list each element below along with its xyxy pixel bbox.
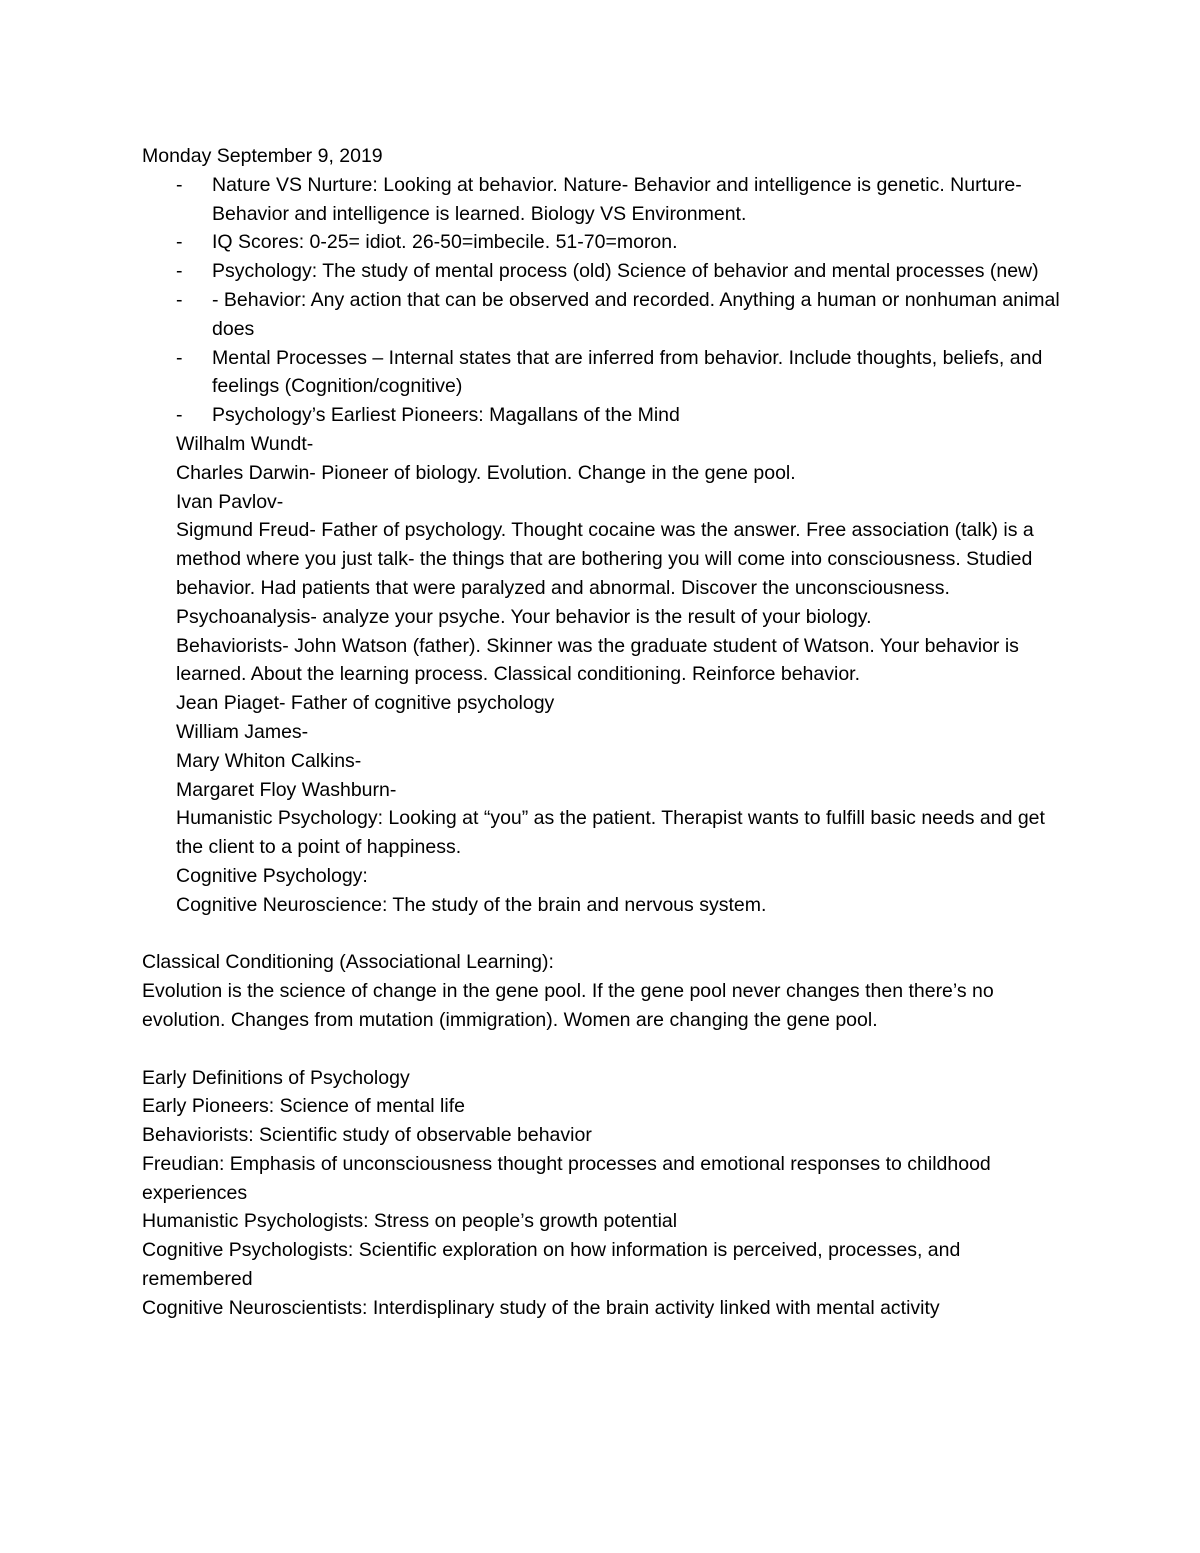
bullet-dash: -: [176, 260, 183, 283]
definition-item: Cognitive Neuroscientists: Interdisplinary study of the brain activity linked with mental activity: [142, 1296, 940, 1319]
definition-item: Cognitive Psychologists: Scientific exploration on how information is perceived, processes, and remembered: [142, 1239, 961, 1291]
pioneer-entry: Wilhalm Wundt-: [176, 432, 314, 455]
bullet-item: - Mental Processes – Internal states that are inferred from behavior. Include thoughts, beliefs, and feelings (Cognition/cognitive): [142, 344, 1062, 402]
bullet-dash: -: [176, 346, 183, 369]
definition-item: Early Pioneers: Science of mental life: [142, 1095, 465, 1118]
pioneers-list: [142, 430, 1062, 920]
definition-item: Behaviorists: Scientific study of observable behavior: [142, 1124, 592, 1147]
definition-item: Freudian: Emphasis of unconsciousness thought processes and emotional responses to childhood experiences: [142, 1152, 991, 1204]
blank-line: [142, 1035, 1062, 1064]
pioneer-entry: Behaviorists- John Watson (father). Skinner was the graduate student of Watson. Your behavior is learned. About the learning process. Classical conditioning. Reinforce behavior.: [176, 634, 1019, 686]
pioneer-entry: Mary Whiton Calkins-: [176, 749, 362, 772]
pioneer-entry: Sigmund Freud- Father of psychology. Thought cocaine was the answer. Free association (talk) is a method where you just talk- the things that are bothering you will come into consciousness. Studied behavior. Had patients that were paralyzed and abnormal. Discover the unconsciousness. Psychoanalysis- analyze your psyche. Your behavior is the result of your biology.: [176, 519, 1034, 628]
document-body: [142, 142, 1062, 1323]
bullet-item: - Psychology’s Earliest Pioneers: Magallans of the Mind: [142, 401, 1062, 430]
bullet-item: - - Behavior: Any action that can be observed and recorded. Anything a human or nonhuman animal does: [142, 286, 1062, 344]
blank-line: [142, 920, 1062, 949]
definition-item: Humanistic Psychologists: Stress on people’s growth potential: [142, 1210, 678, 1233]
pioneer-entry: William James-: [176, 720, 309, 743]
pioneer-entry: Jean Piaget- Father of cognitive psychology: [176, 692, 555, 715]
notes-bullet-list: [142, 171, 1062, 430]
bullet-dash: -: [176, 173, 183, 196]
bullet-dash: -: [176, 404, 183, 427]
bullet-item: - IQ Scores: 0-25= idiot. 26-50=imbecile. 51-70=moron.: [142, 228, 1062, 257]
bullet-item: - Nature VS Nurture: Looking at behavior. Nature- Behavior and intelligence is genetic. Nurture- Behavior and intelligence is learned. Biology VS Environment.: [142, 171, 1062, 229]
bullet-dash: -: [176, 288, 183, 311]
pioneer-entry: Charles Darwin- Pioneer of biology. Evolution. Change in the gene pool.: [176, 461, 796, 484]
pioneer-entry: Humanistic Psychology: Looking at “you” as the patient. Therapist wants to fulfill basic needs and get the client to a point of happiness.: [176, 807, 1045, 859]
pioneer-entry: Ivan Pavlov-: [176, 490, 284, 513]
pioneer-entry: Cognitive Neuroscience: The study of the brain and nervous system.: [176, 893, 767, 916]
date-heading: Monday September 9, 2019: [142, 145, 383, 167]
definitions-heading: Early Definitions of Psychology: [142, 1066, 410, 1089]
pioneer-entry: Cognitive Psychology:: [176, 864, 368, 887]
bullet-item: - Psychology: The study of mental process (old) Science of behavior and mental processes (new): [142, 257, 1062, 286]
classical-conditioning-body: Evolution is the science of change in the gene pool. If the gene pool never changes then there’s no evolution. Changes from mutation (immigration). Women are changing the gene pool.: [142, 980, 994, 1031]
classical-conditioning-heading: Classical Conditioning (Associational Learning):: [142, 951, 554, 974]
bullet-dash: -: [176, 231, 183, 254]
pioneer-entry: Margaret Floy Washburn-: [176, 778, 397, 801]
